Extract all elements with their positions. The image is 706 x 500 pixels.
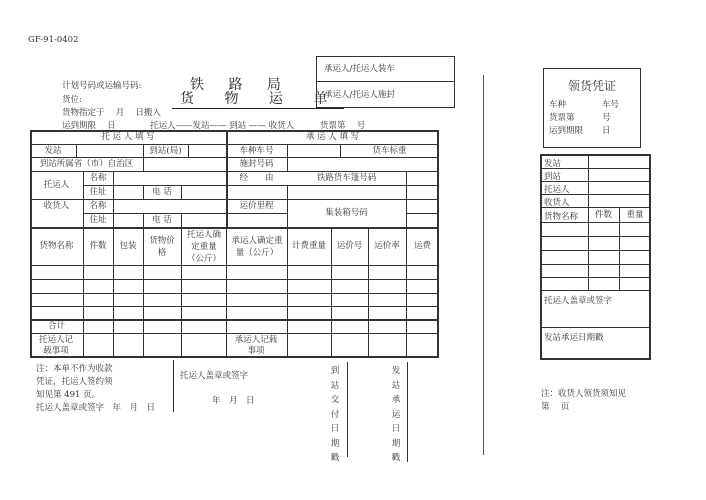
receipt-title: 领货凭证 <box>568 79 617 93</box>
route-label: 经 由 <box>239 173 274 183</box>
divider <box>30 265 439 266</box>
divider <box>347 362 348 457</box>
footer-note-4: 托运人盖章或签字 年 月 日 <box>36 403 156 413</box>
receipt-origin-stamp-label: 发站承运日期戳 <box>544 333 604 343</box>
receipt-weight-label: 重量 <box>626 210 644 220</box>
divider <box>540 264 651 265</box>
divider <box>406 213 439 214</box>
divider <box>76 144 77 157</box>
divider <box>316 81 455 82</box>
divider <box>407 362 408 462</box>
divider <box>30 333 439 334</box>
divider <box>540 277 651 278</box>
dest-province-label: 到站所属省（市）自治区 <box>39 159 134 169</box>
divider <box>540 222 651 223</box>
divider <box>540 250 651 251</box>
deadline-label: 运到期限 日 <box>62 121 116 131</box>
divider <box>226 213 287 214</box>
divider <box>30 227 439 229</box>
divider <box>30 306 439 307</box>
shipper-label: 托运人 <box>43 180 70 190</box>
shipper-notes-label: 托运人记载事项 <box>38 335 73 356</box>
footer-note-3: 知见第 491 页。 <box>36 390 101 400</box>
footer-note-2: 凭证，托运人签约须 <box>36 377 113 387</box>
chargeable-weight-header: 计费重量 <box>291 241 326 251</box>
divider <box>30 144 439 145</box>
receipt-shipper-sign-label: 托运人盖章或签字 <box>544 296 613 306</box>
divider <box>30 157 439 158</box>
seal-number-label: 施封号码 <box>239 159 274 169</box>
divider <box>540 236 651 237</box>
shipper-weight-header: 托运人确定重量（公斤） <box>186 230 221 264</box>
tear-line <box>483 75 484 455</box>
tarp-number-label: 铁路货车篷号码 <box>316 173 377 183</box>
shipper-address-label: 住址 <box>89 187 107 197</box>
divider <box>30 319 439 321</box>
dest-delivery-stamp-label: 到站交付日期戳 <box>330 366 340 463</box>
divider <box>30 293 439 294</box>
divider <box>226 185 439 186</box>
origin-station-label: 发站 <box>44 146 62 156</box>
divider <box>181 185 182 199</box>
shipper-name-label: 名称 <box>89 173 107 183</box>
consignee-address-label: 住址 <box>89 215 107 225</box>
receipt-no-suffix: 号 <box>602 113 611 123</box>
divider <box>83 333 84 358</box>
pieces-header: 件数 <box>89 241 107 251</box>
form-code: GF-91-0402 <box>28 35 79 45</box>
divider <box>30 279 439 280</box>
divider <box>83 185 226 186</box>
total-label: 合计 <box>47 321 65 331</box>
divider <box>83 213 226 214</box>
receipt-dest-label: 到站 <box>544 172 562 182</box>
carrier-notes-label: 承运人记载事项 <box>234 335 278 356</box>
goods-price-header: 货物价格 <box>149 236 175 258</box>
car-type-no-label: 车种车号 <box>239 146 274 156</box>
divider <box>181 227 182 358</box>
packaging-header: 包装 <box>119 241 137 251</box>
carrier-section-header: 承 运 人 填 写 <box>305 132 360 142</box>
divider <box>588 154 589 290</box>
divider <box>226 227 227 358</box>
divider <box>30 171 439 172</box>
divider <box>540 290 651 291</box>
divider <box>406 171 407 227</box>
consignee-phone-label: 电 话 <box>152 215 172 225</box>
consignee-label: 收货人 <box>43 201 70 211</box>
cargo-position-label: 货位: <box>62 95 82 105</box>
waybill-number-label: 货票第 号 <box>320 121 366 131</box>
receipt-car-no: 车号 <box>602 100 620 110</box>
designated-date-label: 货物指定于 月 日搬入 <box>62 108 161 118</box>
container-number-label: 集装箱号码 <box>325 208 368 218</box>
sealing-label: 承运人/托运人施封 <box>324 90 395 100</box>
divider <box>287 144 288 171</box>
divider <box>181 213 182 227</box>
freight-header: 运费 <box>413 241 431 251</box>
divider <box>173 360 174 412</box>
freight-distance-label: 运价里程 <box>239 201 274 211</box>
flow-label: 托运人——发站—— 到站 —— 收货人 <box>150 121 295 131</box>
bureau-title: 铁 路 局 <box>190 77 291 93</box>
rate-header: 运价率 <box>374 241 400 251</box>
shipper-signature-label: 托运人盖章或签字 <box>180 371 249 381</box>
receipt-car-type: 车种 <box>549 100 567 110</box>
divider <box>143 157 144 171</box>
divider <box>113 171 114 227</box>
divider <box>143 227 144 358</box>
divider <box>30 199 439 200</box>
dest-station-label: 到站(局) <box>149 146 182 156</box>
receipt-consignee-label: 收货人 <box>544 198 570 208</box>
receipt-waybill-no: 货票第 <box>549 113 575 123</box>
form-title: 货 物 运 单 <box>172 88 344 109</box>
signature-date-label: 年 月 日 <box>212 396 255 406</box>
shipper-section-header: 托 运 人 填 写 <box>101 132 155 142</box>
wagon-tare-label: 货车标重 <box>372 146 407 156</box>
origin-accept-stamp-label: 发站承运日期戳 <box>391 366 401 463</box>
divider <box>287 185 288 227</box>
carrier-weight-header: 承运人确定重量（公斤） <box>231 236 283 258</box>
loading-label: 承运人/托运人装车 <box>324 64 395 74</box>
plan-number-label: 计划号码或运输号码: <box>62 81 142 91</box>
receipt-goods-name-label: 货物名称 <box>544 212 579 222</box>
receipt-pieces-label: 件数 <box>594 210 612 220</box>
divider <box>540 327 651 328</box>
divider <box>188 144 189 157</box>
footer-note-1: 注：本单不作为收款 <box>36 364 113 374</box>
receipt-shipper-label: 托运人 <box>544 185 570 195</box>
receipt-origin-label: 发站 <box>544 159 562 169</box>
goods-name-header: 货物名称 <box>39 241 74 251</box>
receipt-day: 日 <box>602 126 611 136</box>
shipper-phone-label: 电 话 <box>152 187 172 197</box>
consignee-name-label: 名称 <box>89 201 107 211</box>
receipt-deadline: 运到期限 <box>549 126 584 136</box>
rate-number-header: 运价号 <box>336 241 363 251</box>
receipt-note-1: 注：收货人领货须知见 <box>541 389 627 399</box>
receipt-note-2: 第 页 <box>541 402 570 412</box>
